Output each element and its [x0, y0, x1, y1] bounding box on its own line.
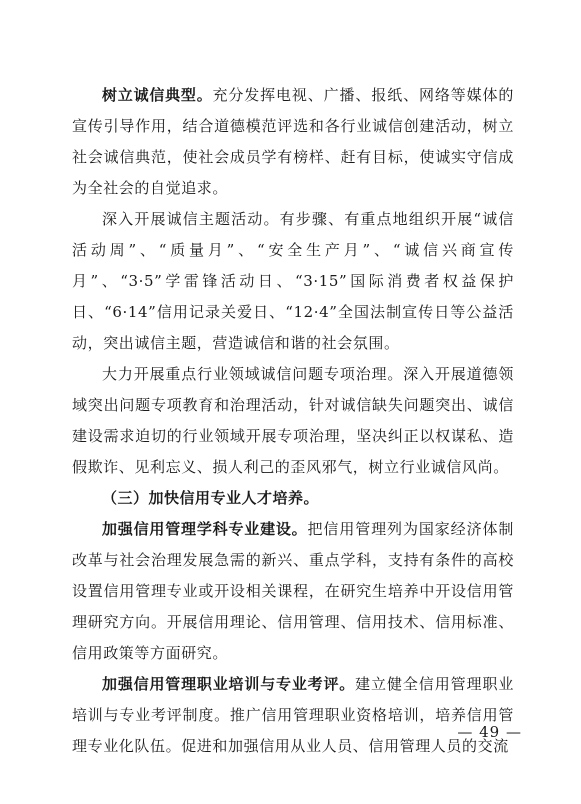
paragraph-text: 充分发挥电视、广播、报纸、网络等媒体的宣传引导作用，结合道德模范评选和各行业诚信创建活动，树立社会诚信典范，使社会成员学有榜样、赶有目标，使诚实守信成为全社会的自觉追求。	[72, 86, 514, 197]
body-text	[72, 80, 514, 762]
paragraph-text: 建立健全信用管理职业培训与专业考评制度。推广信用管理职业资格培训，培养信用管理专业化队伍。促进和加强信用从业人员、信用管理人员的交流	[72, 675, 514, 755]
paragraph-text: 深入开展诚信主题活动。有步骤、有重点地组织开展“诚信活动周”、“质量月”、“安全生产月”、“诚信兴商宣传月”、“3·5”学雷锋活动日、“3·15”国际消费者权益保护日、“6·14”信用记录关爱日、“12·4”全国法制宣传日等公益活动，突出诚信主题，营造诚信和谐的社会氛围。	[72, 210, 514, 352]
paragraph-special-governance	[72, 359, 514, 483]
paragraph-theme-activities	[72, 204, 514, 359]
paragraph-lead: 加强信用管理职业培训与专业考评。	[102, 675, 356, 693]
paragraph-lead: 加强信用管理学科专业建设。	[102, 520, 308, 538]
paragraph-discipline-building	[72, 514, 514, 669]
section-heading: （三）加快信用专业人才培养。	[102, 489, 320, 507]
paragraph-vocational-training	[72, 669, 514, 762]
paragraph-text: 把信用管理列为国家经济体制改革与社会治理发展急需的新兴、重点学科，支持有条件的高校设置信用管理专业或开设相关课程，在研究生培养中开设信用管理研究方向。开展信用理论、信用管理、信用技术、信用标准、信用政策等方面研究。	[72, 520, 514, 662]
paragraph-text: 大力开展重点行业领域诚信问题专项治理。深入开展道德领域突出问题专项教育和治理活动，针对诚信缺失问题突出、诚信建设需求迫切的行业领域开展专项治理，坚决纠正以权谋私、造假欺诈、见利忘义、损人利己的歪风邪气，树立行业诚信风尚。	[72, 365, 514, 476]
paragraph-model-integrity	[72, 80, 514, 204]
paragraph-lead: 树立诚信典型。	[102, 86, 213, 104]
page-number: — 49 —	[457, 723, 522, 741]
